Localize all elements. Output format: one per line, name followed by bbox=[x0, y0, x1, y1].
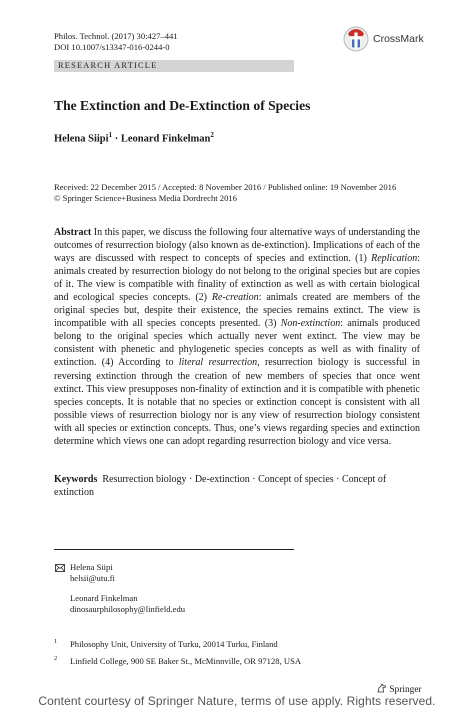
contact-name: Leonard Finkelman bbox=[70, 593, 138, 603]
dates-line: Received: 22 December 2015 / Accepted: 8 November 2016 / Published online: 19 November 2016 bbox=[54, 182, 397, 192]
abstract-heading: Abstract bbox=[54, 227, 92, 238]
divider bbox=[54, 549, 294, 550]
contact-email[interactable]: helsii@utu.fi bbox=[70, 573, 115, 584]
abstract-text: : animals created by resurrection biology do not belong to the original species but are copies of it. The view is compatible with finality of extinction as well as with certain biological and ecological species concepts. (2) bbox=[54, 253, 420, 304]
abstract-text: , resurrection biology is successful in reversing extinction through the creation of new members of species that once went extinct. This view presupposes non-finality of extinction and it is compatible with phenetic species concepts. It is notable that no species or extinction concept is consistent with all possible views of resurrection biology nor is any view of resurrection biology consistent with all species or extinction concepts. Thus, one’s views regarding species and extinction determine which views one can adopt regarding resurrection biology and vice versa. bbox=[54, 357, 420, 447]
abstract-text: : animals produced belong to the original species which actually never went extinct. The view may be consistent with phenetic and phylogenetic species concepts as well as with finality of extinction. (4) According to bbox=[54, 318, 420, 369]
publisher-name: Springer bbox=[389, 685, 422, 695]
crossmark-badge[interactable] bbox=[343, 27, 446, 51]
keywords-heading: Keywords bbox=[54, 474, 98, 485]
footnote-text: Philosophy Unit, University of Turku, 20014 Turku, Finland bbox=[70, 639, 278, 649]
envelope-icon bbox=[55, 564, 65, 572]
publication-dates bbox=[54, 182, 396, 204]
section-label: RESEARCH ARTICLE bbox=[58, 61, 158, 70]
author-list bbox=[54, 131, 214, 145]
section-bar bbox=[54, 60, 294, 72]
abstract bbox=[54, 226, 420, 448]
copyright-line: © Springer Science+Business Media Dordrecht 2016 bbox=[54, 193, 237, 203]
term-non-extinction: Non-extinction bbox=[280, 318, 341, 330]
keywords-list: Resurrection biology · De-extinction · Concept of species · Concept of extinction bbox=[54, 474, 387, 498]
footnote-number: 2 bbox=[54, 655, 58, 662]
term-re-creation: Re-creation bbox=[211, 292, 259, 304]
contact-block bbox=[70, 593, 185, 615]
author-separator: · bbox=[114, 133, 119, 145]
springer-horse-icon bbox=[377, 683, 387, 693]
contact-block bbox=[70, 562, 115, 584]
crossmark-icon bbox=[343, 26, 369, 52]
abstract-text: : animals created are members of the original species but, despite their existence, the species remains extinct. The view is incompatible with all species concepts presented. (3) bbox=[54, 292, 420, 330]
footnote-text: Linfield College, 900 SE Baker St., McMinnville, OR 97128, USA bbox=[70, 656, 302, 666]
journal-citation: Philos. Technol. (2017) 30:427–441 bbox=[54, 31, 178, 41]
author-name[interactable]: Helena Siipi bbox=[54, 133, 109, 145]
affiliation-marker: 2 bbox=[210, 131, 214, 139]
courtesy-notice: Content courtesy of Springer Nature, terms of use apply. Rights reserved. bbox=[38, 694, 436, 708]
contact-email[interactable]: dinosaurphilosophy@linfield.edu bbox=[70, 604, 186, 615]
term-literal-resurrection: literal resurrection bbox=[178, 357, 258, 369]
footnote-number: 1 bbox=[54, 638, 58, 645]
article-title: The Extinction and De-Extinction of Species bbox=[54, 98, 311, 113]
contact-name: Helena Siipi bbox=[70, 562, 113, 572]
doi[interactable]: DOI 10.1007/s13347-016-0244-0 bbox=[54, 42, 170, 52]
keywords bbox=[54, 473, 420, 499]
author-name[interactable]: Leonard Finkelman bbox=[120, 133, 211, 145]
term-replication: Replication bbox=[371, 253, 418, 265]
abstract-text: In this paper, we discuss the following four alternative ways of understanding the outcomes of resurrection biology (also known as de-extinction). Implications of each of the ways are discussed with respect to concepts of species and extinction. (1) bbox=[54, 227, 420, 265]
affiliation-marker: 1 bbox=[108, 131, 113, 139]
crossmark-label: CrossMark bbox=[373, 33, 424, 45]
